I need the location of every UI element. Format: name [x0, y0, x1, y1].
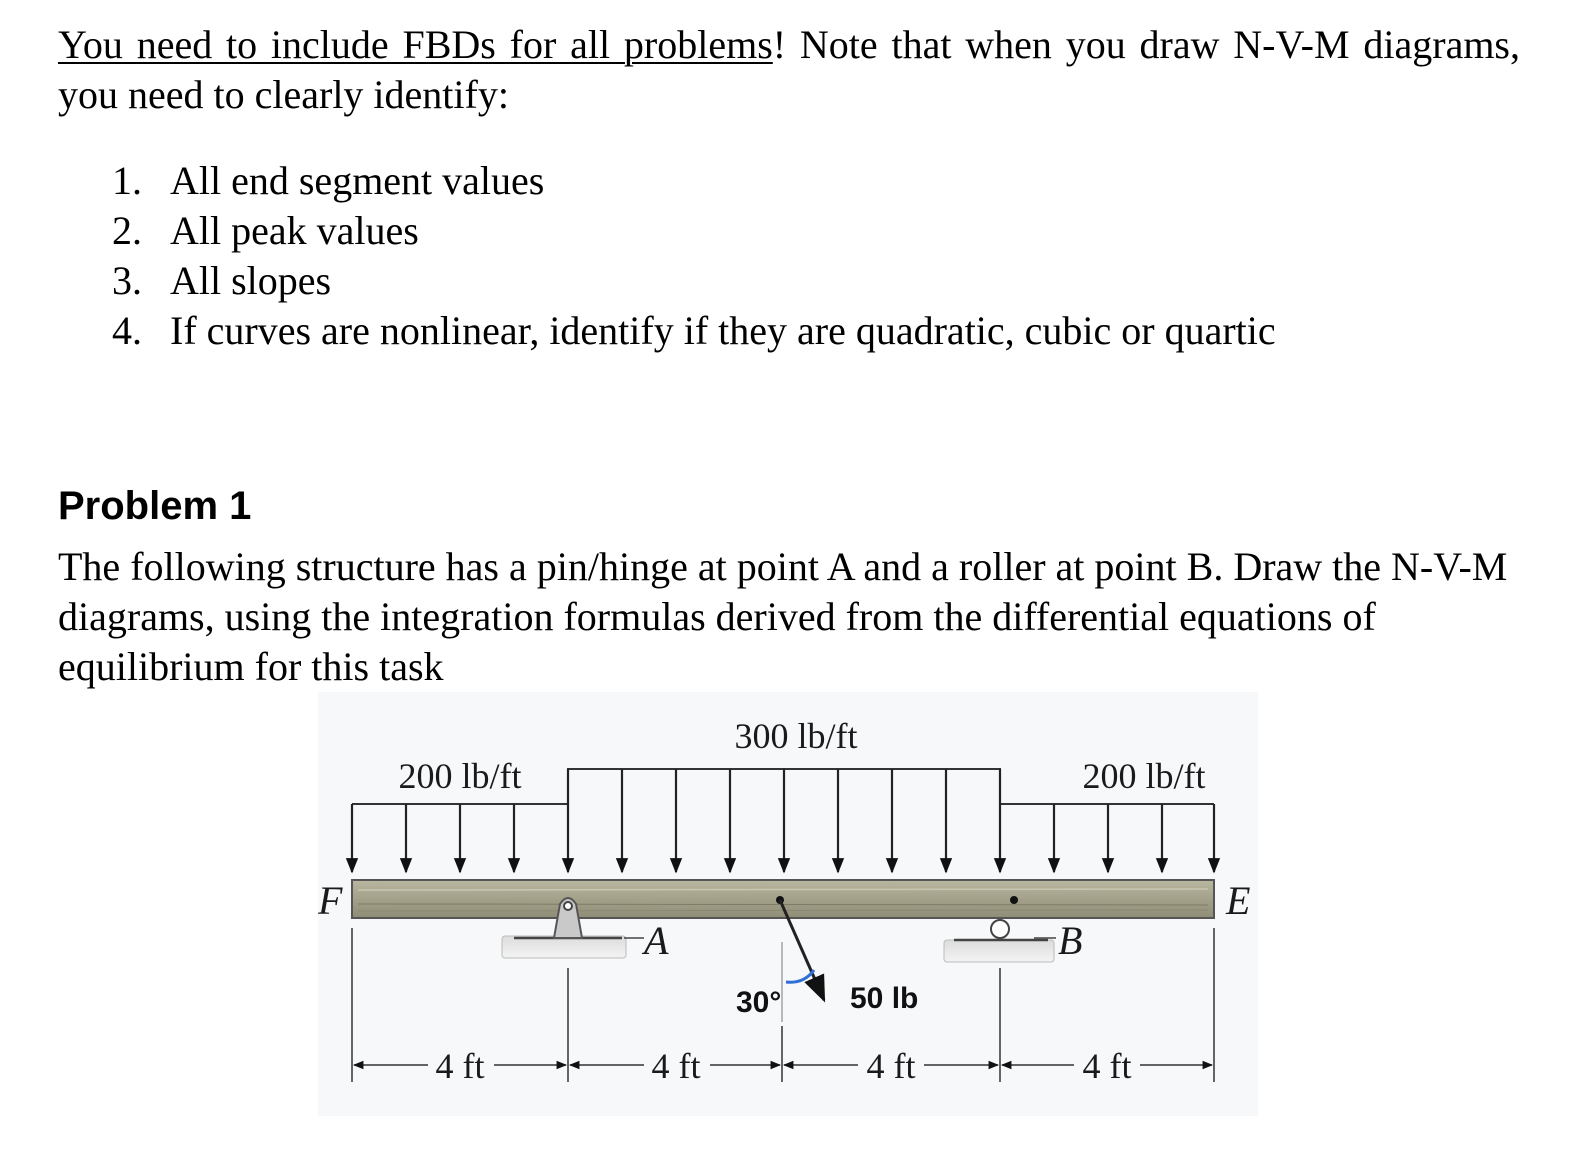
- instructions-text: ! Note that when you draw N-V-M diagrams, you need to clearly identify:: [58, 22, 1520, 117]
- beam-diagram: [318, 692, 1258, 1116]
- beam-figure: [318, 692, 1258, 1116]
- list-text: All end segment values: [170, 158, 545, 203]
- angle-label: 30°: [736, 986, 782, 1019]
- list-number: 3.: [112, 258, 142, 303]
- beam-point-marker: [1010, 896, 1018, 904]
- dimension-label: 4 ft: [435, 1046, 485, 1086]
- dimension-label: 4 ft: [866, 1046, 916, 1086]
- dimension-label: 4 ft: [651, 1046, 701, 1086]
- load-label-middle: 300 lb/ft: [734, 716, 858, 756]
- list-number: 1.: [112, 158, 142, 203]
- force-label: 50 lb: [850, 982, 919, 1015]
- requirements-list: [112, 156, 1276, 356]
- dimension-label: 4 ft: [1082, 1046, 1132, 1086]
- point-label-a: A: [644, 918, 669, 963]
- point-label-b: B: [1058, 918, 1083, 963]
- instructions-paragraph: [58, 20, 1520, 120]
- list-item: [112, 206, 1276, 256]
- list-item: [112, 256, 1276, 306]
- problem-description: The following structure has a pin/hinge at point A and a roller at point B. Draw the N-V-M diagrams, using the integration formulas derived from the differential equations of equilibrium for this task: [58, 544, 1508, 689]
- load-label-right: 200 lb/ft: [1082, 756, 1206, 796]
- list-text: All peak values: [170, 208, 419, 253]
- list-item: [112, 156, 1276, 206]
- problem-title: Problem 1: [58, 484, 252, 528]
- list-item: [112, 306, 1276, 356]
- list-text: If curves are nonlinear, identify if they are quadratic, cubic or quartic: [170, 308, 1276, 353]
- list-text: All slopes: [170, 258, 332, 303]
- list-number: 2.: [112, 208, 142, 253]
- point-label-e: E: [1226, 878, 1251, 923]
- instructions-underlined: You need to include FBDs for all problems: [58, 22, 773, 67]
- load-label-left: 200 lb/ft: [398, 756, 522, 796]
- point-label-f: F: [318, 878, 343, 923]
- list-number: 4.: [112, 308, 142, 353]
